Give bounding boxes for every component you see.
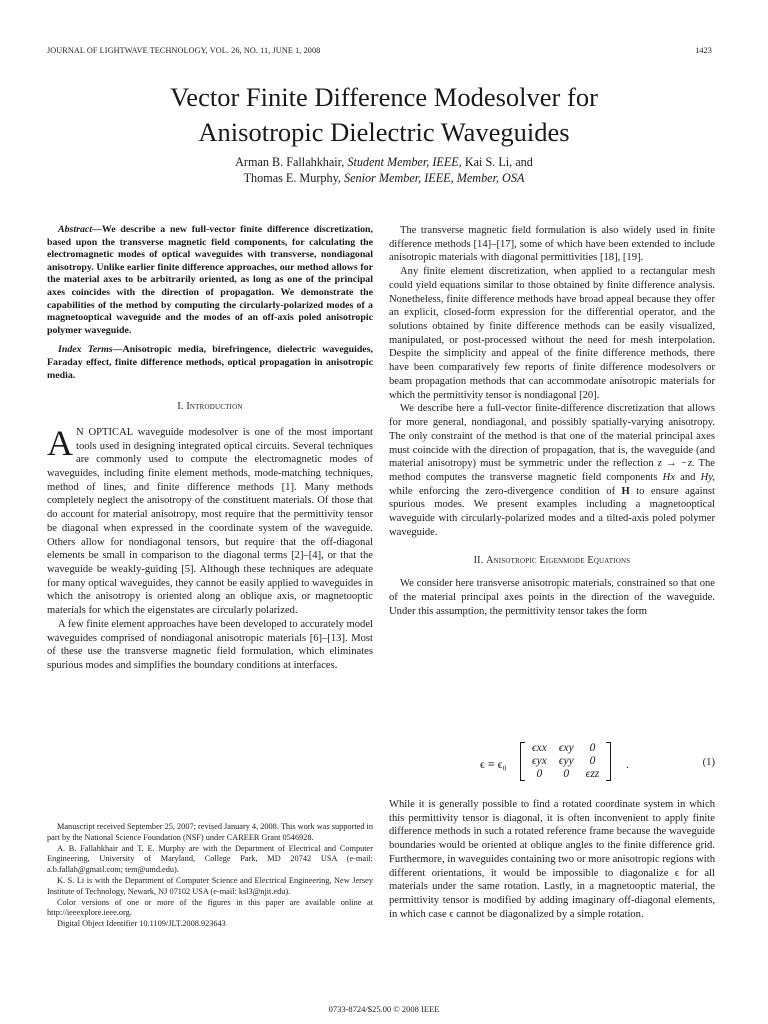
footnote-affiliation-1: A. B. Fallahkhair and T. E. Murphy are with the Department of Electrical and Computer Engineering, University of Maryland, College Park, MD 20742 USA (e-mail: a.b.fallah@gmail.com; tem@umd.edu). <box>47 843 373 875</box>
footnote-color: Color versions of one or more of the figures in this paper are available online at http://ieeexplore.ieee.org. <box>47 897 373 918</box>
matrix-cell: ϵyx <box>532 755 547 767</box>
copyright-footer: 0733-8724/$25.00 © 2008 IEEE <box>328 1004 440 1014</box>
right-column <box>389 224 715 618</box>
abstract-text: We describe a new full-vector finite difference discretization, based upon the transverse magnetic field components, for calculating the electromagnetic modes of optical waveguides with transverse, nondiagonal anisotropy. Unlike earlier finite difference approaches, our method allows for the material axes to be arbitrarily oriented, as long as one of the principal axes coincides with the direction of propagation. We demonstrate the capabilities of the method by computing the circularly-polarized modes of a magnetooptical waveguide and the modes of an off-axis poled anisotropic polymer waveguide. <box>47 224 373 336</box>
matrix-cell: ϵxx <box>532 742 547 754</box>
matrix-cell: 0 <box>589 742 596 754</box>
section-2-paragraph-1: We consider here transverse anisotropic materials, constrained so that one of the material principal axes points in the direction of the waveguide. Under this assumption, the permittivity tensor takes the form <box>389 578 715 617</box>
footnote-manuscript: Manuscript received September 25, 2007; revised January 4, 2008. This work was supported in part by the National Science Foundation (NSF) under CAREER Grant 0546928. <box>47 822 373 842</box>
author-3-role: Senior Member, IEEE, Member, OSA <box>344 171 525 185</box>
right-paragraph-3: We describe here a full-vector finite-difference discretization that allows for more general, nondiagonal, and possibly spatially-varying anisotropy. The only constraint of the method is that one of the material principal axes must coincide with the direction of propagation, that is, the waveguide (and material anisotropy) must be symmetric under the reflection z → −z. The method computes the transverse magnetic field components Hx and Hy, while enforcing the zero-divergence condition of H to ensure against spurious modes. We present examples including a magnetooptical waveguide with circularly-polarized modes and a tilted-axis poled polymer waveguide. <box>389 403 715 538</box>
footnote-affiliation-2: K. S. Li is with the Department of Computer Science and Electrical Engineering, New Jersey Institute of Technology, Newark, NJ 07102 USA (e-mail: ksl3@njit.edu). <box>47 875 373 896</box>
drop-cap: A <box>47 422 73 463</box>
running-header <box>47 46 712 55</box>
author-list <box>40 154 728 186</box>
author-2: Kai S. Li, and <box>464 155 533 169</box>
right-paragraph-2: Any finite element discretization, when applied to a rectangular mesh could yield equations similar to those obtained by finite difference analysis. Nonetheless, finite difference methods have broad appeal because they offer an explicit, closed-form expression for the differential operator, and the solutions obtained by finite difference methods can be easily visualized, manipulated, or post-processed without the need for mesh interpolation. Despite the simplicity and appeal of the finite difference methods, there have been comparatively few reports of finite difference modesolvers or beam propagation methods that can accommodate anisotropic materials for which the permittivity tensor is nondiagonal [20]. <box>389 266 715 401</box>
section-2-heading: II. Anisotropic Eigenmode Equations <box>473 554 631 566</box>
intro-paragraph-2: A few finite element approaches have been developed to accurately model waveguides comprised of nondiagonal anisotropic materials [6]–[13]. Most of these use the transverse magnetic field formulation, which eliminates spurious modes and simplifies the boundary conditions at interfaces. <box>47 618 373 672</box>
author-1-role: Student Member, IEEE, <box>347 155 462 169</box>
index-terms-label: Index Terms— <box>58 344 123 356</box>
page-number: 1423 <box>695 46 712 55</box>
footnotes <box>47 822 373 930</box>
index-terms <box>47 344 373 382</box>
permittivity-matrix <box>520 742 611 781</box>
section-1-heading: I. Introduction <box>177 401 243 413</box>
matrix-cell: 0 <box>536 768 543 780</box>
matrix-cell: ϵyy <box>558 755 574 767</box>
index-terms-text: Anisotropic media, birefringence, dielectric waveguides, Faraday effect, finite difference methods, optical propagation in anisotropic media. <box>47 344 373 381</box>
abstract-label: Abstract— <box>58 224 102 235</box>
right-paragraph-1: The transverse magnetic field formulation is also widely used in finite difference methods [14]–[17], some of which have been extended to include anisotropic materials with diagonal permittivities [18], [19]. <box>389 225 715 264</box>
matrix-cell: 0 <box>589 755 596 767</box>
equation-lhs: ϵ ≡ ϵ₀ <box>480 757 507 771</box>
equation-number: (1) <box>702 757 715 768</box>
matrix-cell: ϵzz <box>585 768 600 780</box>
left-column <box>47 224 373 673</box>
author-3: Thomas E. Murphy, <box>243 171 341 185</box>
matrix-cell: 0 <box>563 768 570 780</box>
abstract <box>47 224 373 337</box>
matrix-cell: ϵxy <box>558 742 574 754</box>
intro-paragraph-1: A N OPTICAL waveguide modesolver is one of the most important tools used in designing integrated optical circuits. Several techniques are commonly used to compute the electromagnetic modes of waveguides, including finite element methods, mode-matching techniques, method of lines, and finite difference methods [1]. Many methods completely neglect the anisotropy of the constituent materials. Of those that do account for material anisotropy, most require that the permittivity tensor be diagonal when expressed in the coordinate system of the waveguide. Others allow for nondiagonal tensors, but require that the off-diagonal elements be small in comparison to the diagonal terms [2]–[4], or that the waveguide be weakly-guiding [5]. Although these techniques are adequate for many optical waveguides, they cannot be easily applied to waveguides in which the anisotropy is oriented along an oblique axis, or magnetooptic materials for which the eigenstates are circularly polarized. <box>47 422 373 617</box>
section-2-paragraph-2: While it is generally possible to find a rotated coordinate system in which this permittivity tensor is diagonal, it is often inconvenient to apply finite difference methods in such a rotated reference frame because the waveguide boundaries would be oriented at oblique angles to the finite difference grid. Furthermore, in waveguides containing two or more anisotropic regions with different orientations, it would be impossible to diagonalize ϵ for all materials under the same rotation. Lastly, in a magnetooptic material, the permittivity tensor is modified by adding imaginary off-diagonal elements, in which case ϵ cannot be diagonalized by a simple rotation. <box>389 799 715 920</box>
journal-name: JOURNAL OF LIGHTWAVE TECHNOLOGY, VOL. 26, NO. 11, JUNE 1, 2008 <box>47 46 321 55</box>
equation-1 <box>480 742 715 790</box>
paper-title <box>40 80 728 150</box>
equation-period: . <box>626 757 629 771</box>
footnote-doi: Digital Object Identifier 10.1109/JLT.2008.923643 <box>57 919 226 929</box>
right-column-lower <box>389 798 715 921</box>
title-line-1: Vector Finite Difference Modesolver for <box>170 82 598 112</box>
author-1: Arman B. Fallahkhair, <box>235 155 345 169</box>
title-line-2: Anisotropic Dielectric Waveguides <box>198 117 570 147</box>
